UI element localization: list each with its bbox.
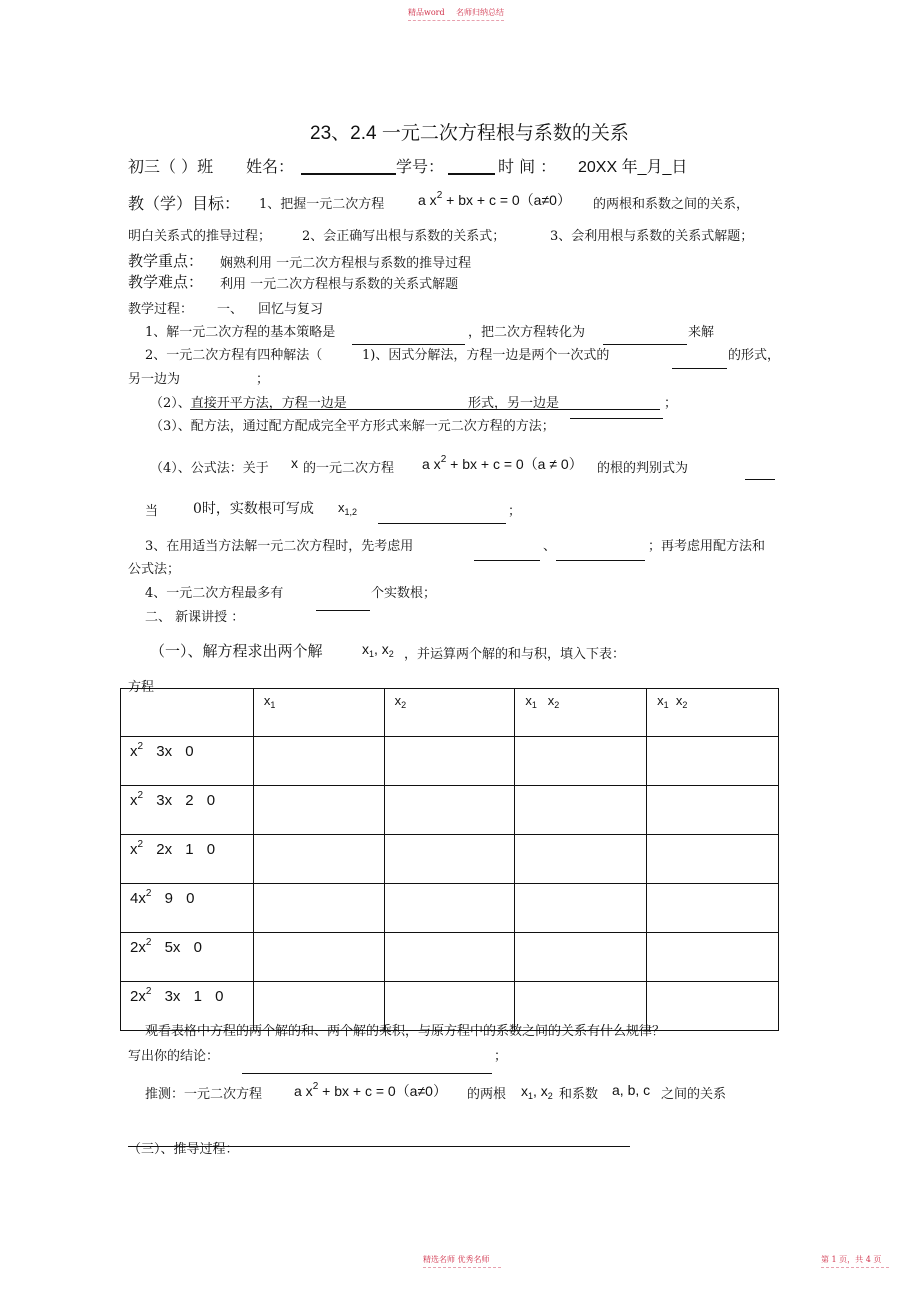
class-label: 初三（ ）班 [128,157,214,176]
conclusion-blank [242,1073,492,1074]
method-4-a: （4）、公式法：关于 [150,461,269,476]
guess-abc: a, b, c [612,1082,651,1098]
method-2-blank [570,418,663,419]
q1-blank-2 [603,344,687,345]
goal-2: 2、会正确写出根与系数的关系式； [302,229,506,244]
process-label: 教学过程： [128,302,194,317]
table-row-equation: $x^2$ 2x 1 0 [121,835,254,884]
guess-end: 之间的关系 [661,1087,727,1102]
zero-time: 0时，实数根可写成 [193,501,314,517]
table-header-equation [121,689,254,737]
q1-part-a: 1、解一元二次方程的基本策略是 [145,325,336,340]
part-1-tail: ，并运算两个解的和与积，填入下表： [404,647,626,662]
q3-blank-1 [474,560,540,561]
table-cell-x2[interactable] [384,933,515,982]
guess-post: 和系数 [559,1087,599,1102]
method-4-b: 的一元二次方程 [303,461,395,476]
goal-3: 3、会利用根与系数的关系式解题； [550,229,754,244]
process-title: 回忆与复习 [258,302,324,317]
footer-right-divider [821,1267,889,1268]
goal-1-equation: a $x^2$ + bx + c = 0（a≠0） [418,190,571,208]
conclusion-semicolon: ； [494,1049,508,1064]
table-cell-x2[interactable] [384,737,515,786]
header-left: 精品word [408,8,445,17]
table-header-product: $x_1$ $x_2$ [647,689,779,737]
key-text: 娴熟利用 一元二次方程根与系数的推导过程 [220,256,472,271]
q3-blank-2 [556,560,645,561]
table-cell-sum[interactable] [515,737,647,786]
table-cell-sum[interactable] [515,884,647,933]
q3-separator: 、 [543,539,557,554]
guess-roots: $x_1$, $x_2$ [521,1083,553,1101]
part-1-text: （一）、解方程求出两个解 [150,642,323,660]
q4-part-b: 个实数根； [371,586,437,601]
table-cell-x1[interactable] [253,835,384,884]
q1-part-b: ，把二次方程转化为 [468,325,586,340]
table-cell-sum[interactable] [515,835,647,884]
method-4-equation: a $x^2$ + bx + c = 0（a ≠ 0） [422,454,583,472]
table-row-equation: $2x^2$ 5x 0 [121,933,254,982]
part-1-roots: $x_1$, $x_2$ [362,641,394,659]
q3-part-a: 3、在用适当方法解一元二次方程时，先考虑用 [145,539,414,554]
roots-semicolon: ； [508,504,522,519]
method-2-semicolon: ； [664,396,678,411]
method-3: （3）、配方法，通过配方配成完全平方形式来解一元二次方程的方法； [150,419,555,434]
table-cell-x1[interactable] [253,933,384,982]
goal-1-post: 的两根和系数之间的关系， [593,197,750,212]
section-2-title: 二、 新课讲授 ： [145,610,245,625]
table-header-x2: $x_2$ [384,689,515,737]
q3-part-b: ；再考虑用配方法和 [648,539,766,554]
part-3-title: （三）、推导过程： [128,1142,239,1157]
guess-pre: 推测：一元二次方程 [145,1087,263,1102]
equation-table [120,688,779,1031]
page-title: 23、2.4 一元二次方程根与系数的关系 [310,123,629,144]
goals-label: 教（学）目标： [128,194,241,213]
table-cell-sum[interactable] [515,933,647,982]
table-cell-x2[interactable] [384,835,515,884]
date-text: 20XX 年_月_日 [578,159,688,176]
method-2-strike [190,409,660,410]
q2-part-d: 另一边为 [128,372,181,387]
observe-question: 观看表格中方程的两个解的和、两个解的乘积，与原方程中的系数之间的关系有什么规律？ [145,1024,666,1039]
key-label: 教学重点： [128,252,204,270]
method-2-a: （2）、直接开平方法，方程一边是 [150,396,347,411]
q4-blank [316,610,370,611]
table-cell-product[interactable] [647,835,779,884]
number-label: 学号： [396,157,445,176]
q2-blank-1 [672,368,727,369]
q3-part-c: 公式法； [128,562,181,577]
q4-part-a: 4、一元二次方程最多有 [145,586,284,601]
method-4-c: 的根的判别式为 [597,461,689,476]
conclusion-label: 写出你的结论： [128,1049,220,1064]
name-blank [301,173,396,175]
discriminant-blank [745,479,775,480]
difficulty-label: 教学难点： [128,273,204,291]
table-corner-label: 方程 [128,680,155,695]
header-right: 名师归纳总结 [456,8,504,17]
roots-blank [378,523,506,524]
name-label: 姓名： [246,157,295,176]
table-cell-x1[interactable] [253,786,384,835]
q2-semicolon: ； [256,372,270,387]
number-blank [448,173,495,175]
table-cell-product[interactable] [647,884,779,933]
goal-1-pre: 1、把握一元二次方程 [259,197,385,212]
table-cell-x2[interactable] [384,786,515,835]
method-4-var: x [291,455,298,471]
q2-part-b: 1)、因式分解法，方程一边是两个一次式的 [362,348,610,363]
table-header-sum: $x_1$ $x_2$ [515,689,647,737]
q2-part-a: 2、一元二次方程有四种解法（ [145,348,323,363]
method-2-b: 形式，另一边是 [468,396,560,411]
guess-mid: 的两根 [467,1087,507,1102]
difficulty-text: 利用 一元二次方程根与系数的关系式解题 [220,277,459,292]
footer-page-number: 第 1 页，共 4 页 [821,1255,882,1264]
table-row-equation: $4x^2$ 9 0 [121,884,254,933]
process-num: 一、 [217,302,244,317]
table-row-equation: $x^2$ 3x 0 [121,737,254,786]
guess-equation: a $x^2$ + bx + c = 0（a≠0） [294,1081,447,1099]
table-cell-product[interactable] [647,786,779,835]
q2-part-c: 的形式， [728,348,781,363]
table-cell-product[interactable] [647,737,779,786]
footer-left: 精选名师 优秀名师 [423,1255,490,1264]
table-cell-product[interactable] [647,933,779,982]
table-cell-sum[interactable] [515,786,647,835]
time-label: 时 间 ： [498,157,557,176]
table-row-equation: $x^2$ 3x 2 0 [121,786,254,835]
table-cell-product[interactable] [647,982,779,1031]
table-cell-x1[interactable] [253,737,384,786]
table-cell-x1[interactable] [253,884,384,933]
roots-symbol: $x_{1,2}$ [338,500,358,517]
goal-line-2: 明白关系式的推导过程； [128,229,272,244]
table-row-equation: $2x^2$ 3x 1 0 [121,982,254,1031]
table-header-x1: $x_1$ [253,689,384,737]
when-label: 当 [145,504,159,519]
part-3-strike [128,1146,630,1147]
footer-left-divider [423,1267,501,1268]
table-cell-x2[interactable] [384,884,515,933]
q1-part-c: 来解 [688,325,715,340]
header-divider [408,20,504,21]
